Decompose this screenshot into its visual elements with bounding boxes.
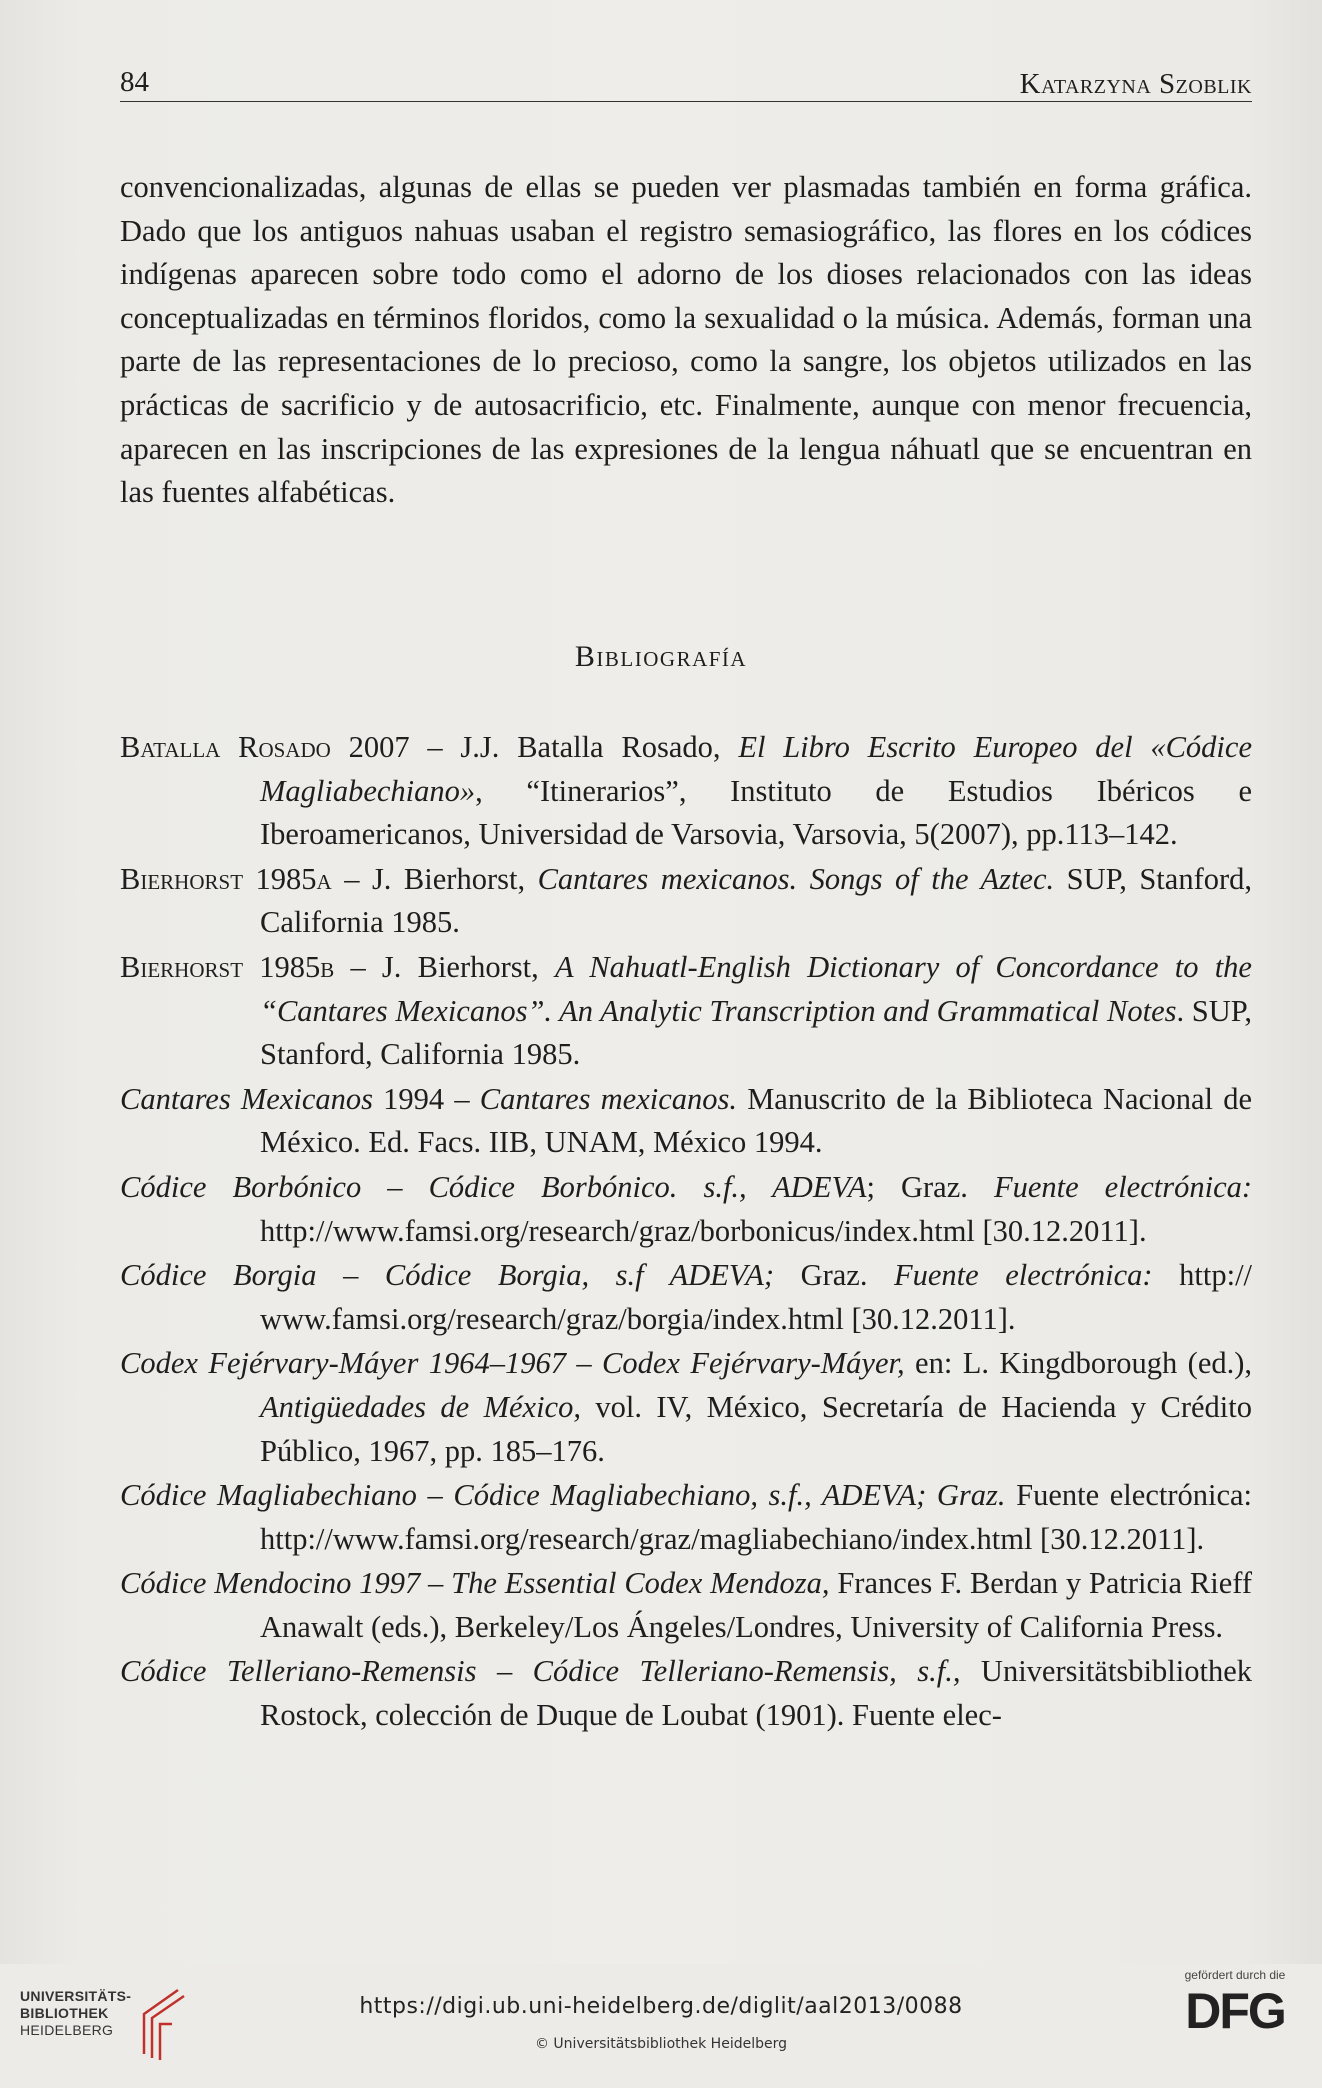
entry-key: Cantares Mexicanos: [120, 1081, 373, 1116]
footer: [0, 1964, 1322, 2088]
entry-text: – J. Bierhorst,: [331, 861, 538, 896]
funding-label: gefördert durch die: [1184, 1968, 1286, 1982]
entry-text: Cantares mexicanos. Songs of the Aztec.: [537, 861, 1055, 896]
entry-text: , “Itinerarios”, Instituto de Estudios Ibéricos e Iberoamericanos, Universidad de Varsovia, Varsovia, 5(2007), pp.113–142.: [260, 773, 1252, 852]
library-name-line2: BIBLIOTHEK: [20, 2005, 109, 2021]
entry-text: en: L. Kingdborough (ed.),: [904, 1346, 1253, 1381]
entry-text: 1994 –: [373, 1081, 480, 1116]
page-number: 84: [120, 66, 149, 98]
entry-text: –: [361, 1169, 429, 1204]
entry-key: Codex Fejérvary-Máyer 1964–1967: [120, 1346, 566, 1381]
bibliography-entry: [120, 1650, 1252, 1737]
running-header: [120, 66, 1252, 102]
entry-text: Fuente electrónica:: [894, 1258, 1153, 1293]
entry-text: Graz.: [774, 1258, 895, 1293]
bibliography-entry: [120, 1254, 1252, 1341]
bibliography-entry: [120, 1562, 1252, 1649]
entry-text: –: [476, 1654, 533, 1689]
entry-text: Universitätsbibliothek Rostock, colección de Duque de Loubat (1901). Fuente elec-: [260, 1654, 1252, 1733]
entry-text: Frances F. Berdan y Patricia Rieff Anawalt (eds.), Berkeley/Los Ángeles/Londres, University of California Press.: [260, 1566, 1253, 1644]
body-text: [120, 166, 1252, 515]
library-name-line1: UNIVERSITÄTS-: [20, 1988, 132, 2004]
entry-text: http:// www.famsi.org/research/graz/borgia/index.html [30.12.2011].: [260, 1258, 1253, 1336]
entry-text: Códice Borbónico. s.f., ADEVA: [428, 1169, 867, 1204]
bibliography-list: [120, 726, 1252, 1739]
entry-text: Antigüedades de México,: [260, 1389, 581, 1424]
copyright-notice: © Universitätsbibliothek Heidelberg: [534, 2036, 787, 2052]
bibliography-entry: [120, 1474, 1252, 1561]
entry-text: A Nahuatl-English Dictionary of Concordance to the “Cantares Mexicanos”. An Analytic Transcription and Grammatical Notes: [260, 949, 1252, 1028]
entry-text: http://www.famsi.org/research/graz/borbonicus/index.html [30.12.2011].: [260, 1213, 1147, 1248]
entry-text: Fuente electrónica: http://www.famsi.org/research/graz/magliabechiano/index.html [30.12.2011].: [260, 1478, 1253, 1556]
source-url[interactable]: https://digi.ub.uni-heidelberg.de/diglit/aal2013/0088: [359, 1994, 963, 2019]
bibliography-entry: [120, 1166, 1252, 1253]
entry-key: Códice Mendocino 1997: [120, 1566, 421, 1601]
funding-logo: [1170, 1968, 1300, 2058]
paragraph: convencionalizadas, algunas de ellas se pueden ver plasmadas también en forma gráfica. Dado que los antiguos nahuas usaban el registro semasiográfico, las flores en los códices indígenas aparecen sobre todo como el adorno de los dioses relacionados con las ideas conceptualizadas en términos floridos, como la sexualidad o la música. Además, forman una parte de las representaciones de lo precioso, como la sangre, los objetos utilizados en las prácticas de sacrificio y de autosacrificio, etc. Finalmente, aunque con menor frecuencia, aparecen en las inscripciones de las expresiones de la lengua náhuatl que se encuentran en las fuentes alfabéticas.: [120, 170, 1252, 510]
entry-key: Batalla Rosado 2007: [120, 730, 410, 764]
entry-key: Bierhorst 1985b: [120, 949, 335, 984]
entry-key: Códice Telleriano-Remensis: [120, 1654, 477, 1689]
entry-text: ; Graz.: [866, 1169, 994, 1204]
entry-key: Códice Borgia: [120, 1258, 317, 1293]
entry-text: –: [420, 1566, 452, 1601]
bibliography-entry: [120, 946, 1252, 1077]
entry-text: The Essential Codex Mendoza,: [451, 1566, 830, 1601]
entry-text: vol. IV, México, Secretaría de Hacienda y Crédito Público, 1967, pp. 185–176.: [260, 1389, 1252, 1468]
bibliography-entry: [120, 858, 1252, 945]
entry-text: –: [416, 1478, 454, 1513]
entry-key: Códice Magliabechiano: [120, 1478, 417, 1513]
running-author: Katarzyna Szoblik: [1019, 68, 1252, 100]
entry-text: SUP, Stanford, California 1985.: [260, 861, 1253, 940]
dfg-logo: DFG: [1185, 1983, 1285, 2039]
entry-text: Códice Magliabechiano, s.f., ADEVA; Graz.: [453, 1478, 1006, 1513]
bibliography-entry: [120, 726, 1252, 857]
entry-text: Codex Fejérvary-Máyer,: [602, 1346, 905, 1381]
bibliography-heading: Bibliografía: [574, 640, 748, 673]
entry-text: –: [316, 1258, 385, 1293]
entry-text: Fuente electrónica:: [993, 1169, 1253, 1204]
entry-text: Códice Telleriano-Remensis, s.f.,: [532, 1654, 961, 1689]
entry-text: Códice Borgia, s.f ADEVA;: [384, 1258, 775, 1293]
entry-text: Cantares mexicanos.: [479, 1081, 738, 1116]
entry-key: Códice Borbónico: [120, 1169, 362, 1204]
entry-text: . SUP, Stanford, California 1985.: [260, 993, 1252, 1072]
bibliography-entry: [120, 1342, 1252, 1473]
entry-text: –: [565, 1346, 603, 1381]
entry-key: Bierhorst 1985a: [120, 861, 332, 896]
entry-text: – J. Bierhorst,: [334, 949, 555, 984]
entry-text: Manuscrito de la Biblioteca Nacional de México. Ed. Facs. IIB, UNAM, México 1994.: [260, 1081, 1252, 1160]
library-name-line3: HEIDELBERG: [20, 2022, 114, 2038]
entry-text: – J.J. Batalla Rosado,: [409, 730, 739, 764]
bibliography-entry: [120, 1078, 1252, 1165]
entry-text: El Libro Escrito Europeo del «Códice Magliabechiano»: [260, 730, 1252, 808]
